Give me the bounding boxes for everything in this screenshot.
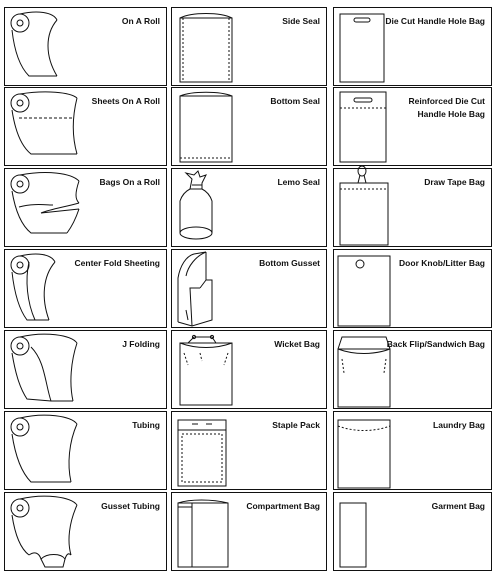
label-bottom-seal: Bottom Seal: [270, 96, 320, 106]
label-reinforced-die-cut-handle-hole-bag: Reinforced Die Cut Handle Hole Bag: [408, 96, 485, 120]
cell-reinforced-die-cut-handle-hole-bag: [333, 87, 492, 166]
label-die-cut-handle-hole-bag: Die Cut Handle Hole Bag: [385, 16, 485, 26]
cell-gusset-tubing: [4, 492, 167, 571]
cell-lemo-seal: [171, 168, 327, 247]
label-tubing: Tubing: [132, 420, 160, 430]
cell-on-a-roll: [4, 7, 167, 86]
label-center-fold-sheeting: Center Fold Sheeting: [74, 258, 160, 268]
cell-laundry-bag: [333, 411, 492, 490]
label-bottom-gusset: Bottom Gusset: [259, 258, 320, 268]
label-back-flip-sandwich-bag: Back Flip/Sandwich Bag: [386, 339, 485, 349]
label-draw-tape-bag: Draw Tape Bag: [424, 177, 485, 187]
cell-die-cut-handle-hole-bag: [333, 7, 492, 86]
cell-j-folding: [4, 330, 167, 409]
label-wicket-bag: Wicket Bag: [274, 339, 320, 349]
label-laundry-bag: Laundry Bag: [433, 420, 485, 430]
label-compartment-bag: Compartment Bag: [246, 501, 320, 511]
cell-door-knob-litter-bag: [333, 249, 492, 328]
label-on-a-roll: On A Roll: [121, 16, 160, 26]
label-lemo-seal: Lemo Seal: [277, 177, 320, 187]
label-door-knob-litter-bag: Door Knob/Litter Bag: [399, 258, 485, 268]
cell-side-seal: [171, 7, 327, 86]
cell-center-fold-sheeting: [4, 249, 167, 328]
label-staple-pack: Staple Pack: [272, 420, 320, 430]
label-gusset-tubing: Gusset Tubing: [101, 501, 160, 511]
cell-bottom-gusset: [171, 249, 327, 328]
cell-tubing: [4, 411, 167, 490]
cell-garment-bag: [333, 492, 492, 571]
cell-wicket-bag: [171, 330, 327, 409]
label-bags-on-a-roll: Bags On a Roll: [99, 177, 160, 187]
cell-back-flip-sandwich-bag: [333, 330, 492, 409]
cell-sheets-on-a-roll: [4, 87, 167, 166]
label-garment-bag: Garment Bag: [431, 501, 485, 511]
label-sheets-on-a-roll: Sheets On A Roll: [91, 96, 160, 106]
cell-draw-tape-bag: [333, 168, 492, 247]
cell-bags-on-a-roll: [4, 168, 167, 247]
cell-bottom-seal: [171, 87, 327, 166]
cell-compartment-bag: [171, 492, 327, 571]
cell-staple-pack: [171, 411, 327, 490]
label-j-folding: J Folding: [122, 339, 160, 349]
label-side-seal: Side Seal: [282, 16, 320, 26]
